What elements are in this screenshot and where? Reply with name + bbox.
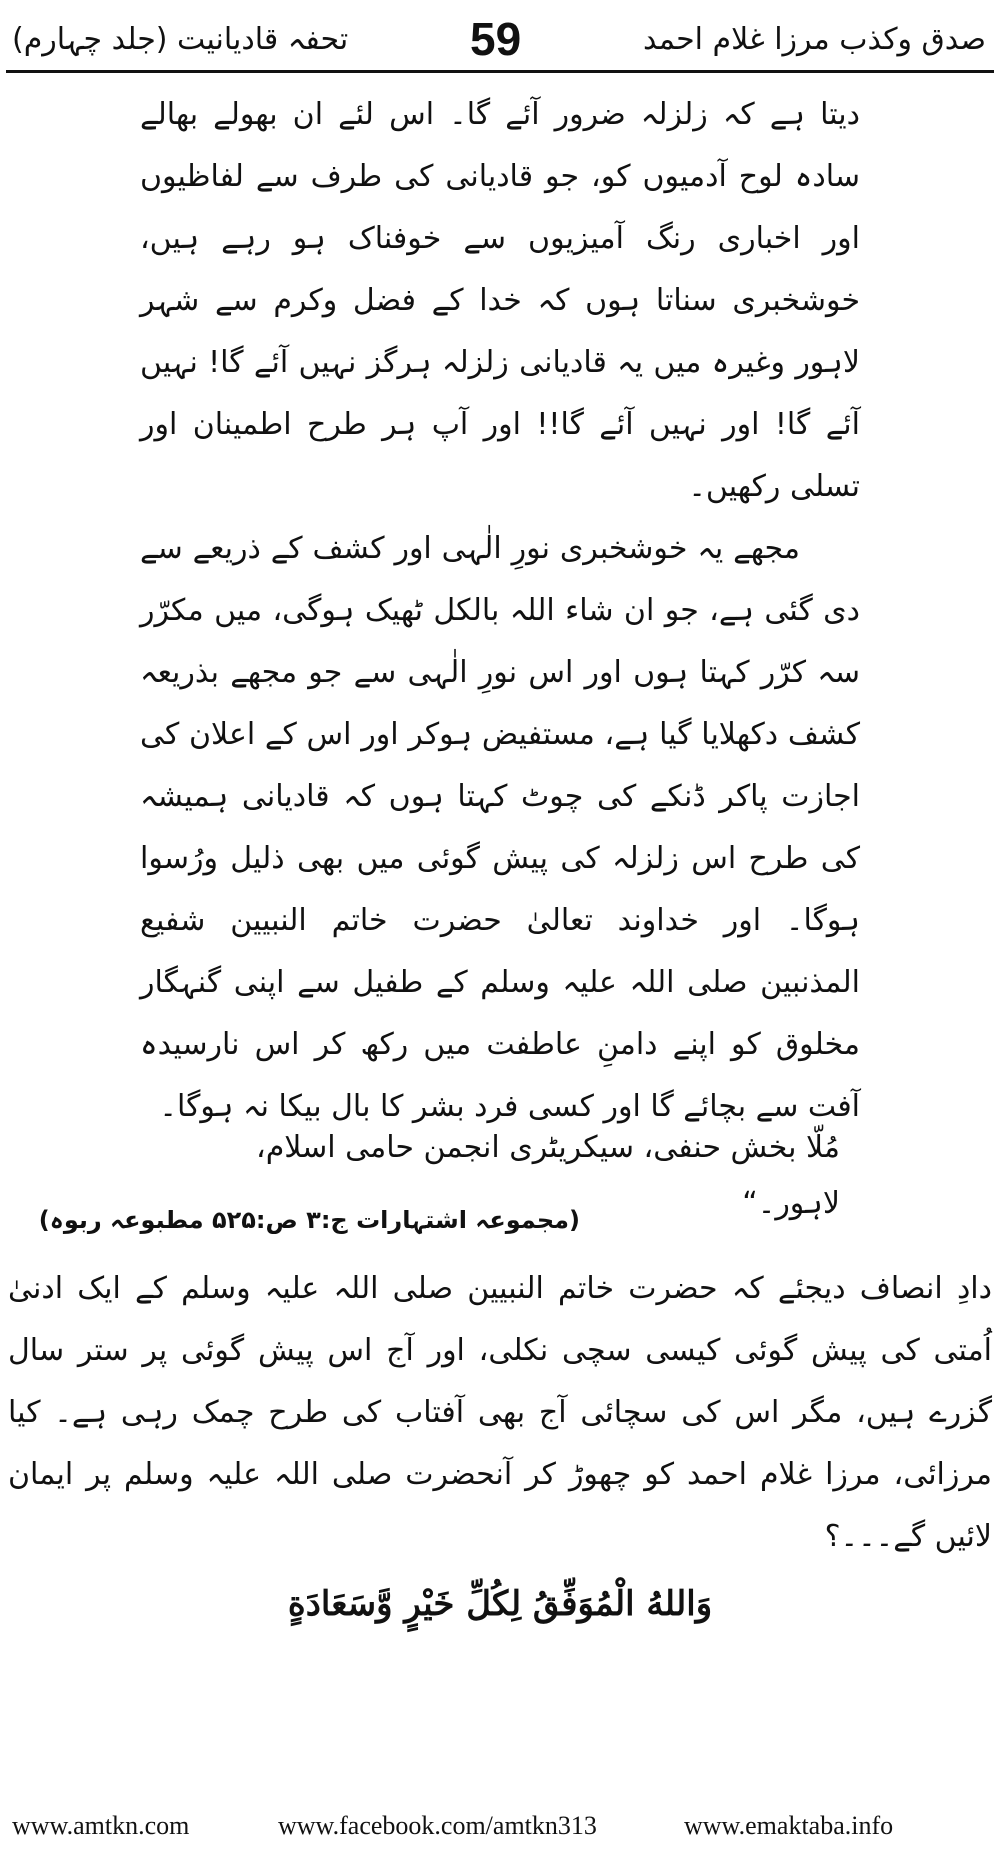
book-title: تحفہ قادیانیت (جلد چہارم) bbox=[12, 22, 349, 57]
footer-link-amtkn[interactable]: www.amtkn.com bbox=[12, 1811, 190, 1840]
source-reference: (مجموعہ اشتہارات ج:۳ ص:۵۲۵ مطبوعہ ربوہ) bbox=[38, 1206, 580, 1234]
header-divider bbox=[6, 70, 994, 73]
page-header bbox=[0, 0, 1000, 70]
chapter-title: صدق وکذب مرزا غلام احمد bbox=[643, 22, 986, 57]
quote-signature: مُلّا بخش حنفی، سیکریٹری انجمن حامی اسلام، لاہور۔“ bbox=[256, 1130, 840, 1221]
page-number: 59 bbox=[470, 13, 522, 65]
quote-paragraph-2: مجھے یہ خوشخبری نورِ الٰہی اور کشف کے ذریعے سے دی گئی ہے، جو ان شاء اللہ بالکل ٹھیک ہوگی، میں مکرّر سہ کرّر کہتا ہوں اور اس نورِ الٰہی سے جو مجھے بذریعہ کشف دکھلایا گیا ہے، مستفیض ہوکر اور اس کے اعلان کی اجازت پاکر ڈنکے کی چوٹ کہتا ہوں کہ قادیانی ہمیشہ کی طرح اس زلزلہ کی پیش گوئی میں بھی ذلیل ورُسوا ہوگا۔ اور خداوند تعالیٰ حضرت خاتم النبیین شفیع المذنبین صلی اللہ علیہ وسلم کے طفیل سے اپنی گنہگار مخلوق کو اپنے دامنِ عاطفت میں رکھ کر اس نارسیدہ آفت سے بچائے گا اور کسی فرد بشر کا بال بیکا نہ ہوگا۔ bbox=[140, 531, 860, 1124]
quoted-announcement bbox=[140, 84, 860, 1138]
page-footer bbox=[0, 1808, 1000, 1844]
commentary-paragraph: دادِ انصاف دیجئے کہ حضرت خاتم النبیین صلی اللہ علیہ وسلم کے ایک ادنیٰ اُمتی کی پیش گوئی کیسی سچی نکلی، اور آج اس پیش گوئی پر ستر سال گزرے ہیں، مگر اس کی سچائی آج بھی آفتاب کی طرح چمک رہی ہے۔ کیا مرزائی، مرزا غلام احمد کو چھوڑ کر آنحضرت صلی اللہ علیہ وسلم پر ایمان لائیں گے۔۔۔؟ bbox=[8, 1271, 992, 1554]
footer-link-facebook[interactable]: www.facebook.com/amtkn313 bbox=[278, 1811, 597, 1840]
closing-invocation: وَاللهُ الْمُوَفِّقُ لِكُلِّ خَيْرٍ وَّسَعَادَةٍ bbox=[287, 1584, 713, 1624]
footer-link-emaktaba[interactable]: www.emaktaba.info bbox=[684, 1811, 894, 1840]
author-commentary bbox=[8, 1258, 992, 1568]
quote-paragraph-1: دیتا ہے کہ زلزلہ ضرور آئے گا۔ اس لئے ان بھولے بھالے سادہ لوح آدمیوں کو، جو قادیانی کی طرف سے لفاظیوں اور اخباری رنگ آمیزیوں سے خوفناک ہو رہے ہیں، خوشخبری سناتا ہوں کہ خدا کے فضل وکرم سے شہر لاہور وغیرہ میں یہ قادیانی زلزلہ ہرگز نہیں آئے گا! نہیں آئے گا! اور نہیں آئے گا!! اور آپ ہر طرح اطمینان اور تسلی رکھیں۔ bbox=[140, 97, 860, 504]
